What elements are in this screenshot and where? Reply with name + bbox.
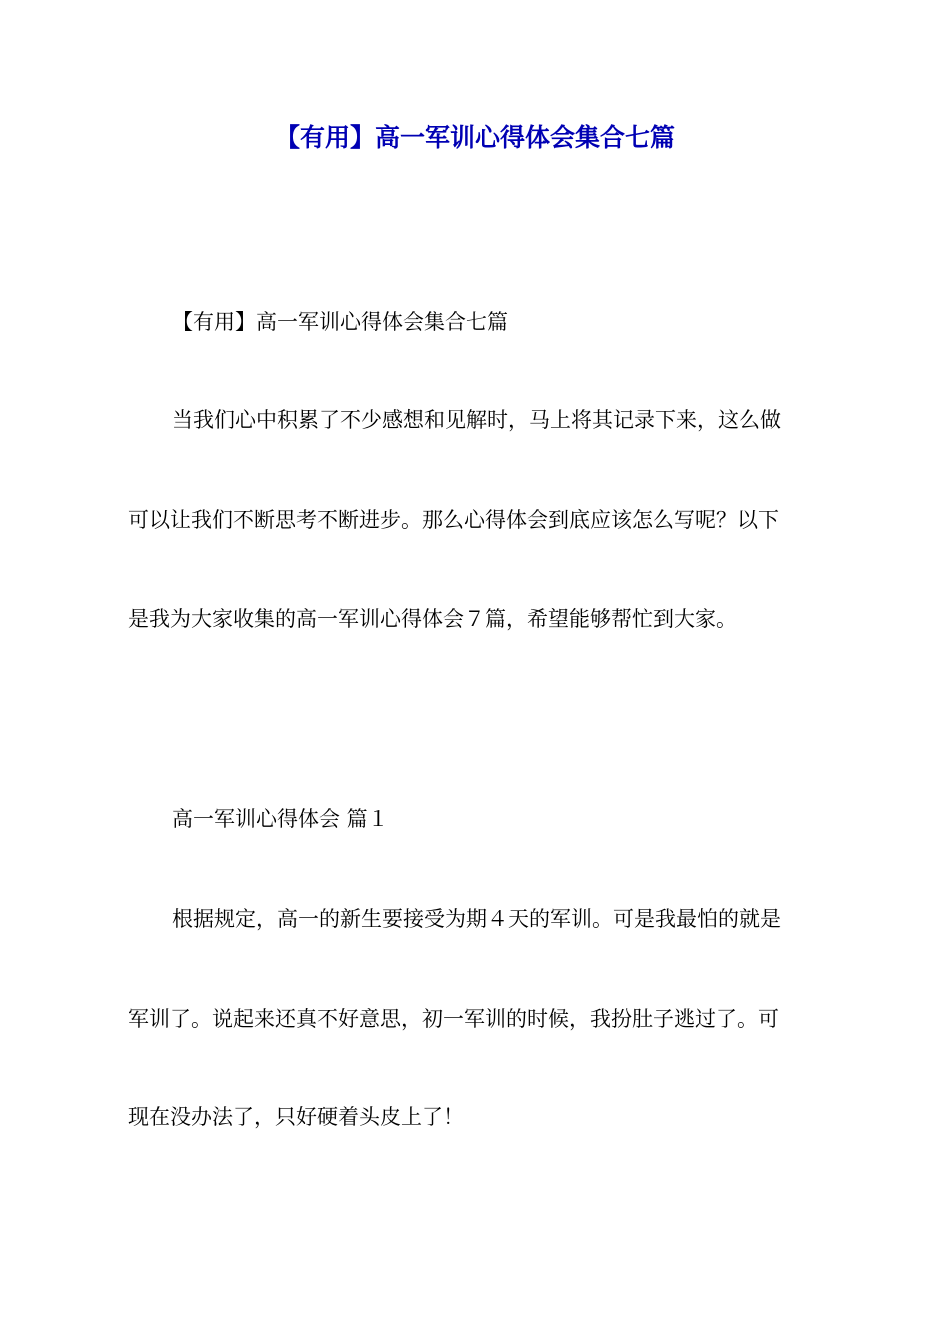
intro-line-1: 当我们心中积累了不少感想和见解时，马上将其记录下来，这么做 [172,408,781,432]
section-line-3: 现在没办法了，只好硬着头皮上了！ [128,1105,464,1129]
section-line-1: 根据规定，高一的新生要接受为期４天的军训。可是我最怕的就是 [172,907,781,931]
section-line-2: 军训了。说起来还真不好意思，初一军训的时候，我扮肚子逃过了。可 [128,1007,779,1031]
intro-line-3: 是我为大家收集的高一军训心得体会７篇，希望能够帮忙到大家。 [128,607,737,631]
intro-line-2: 可以让我们不断思考不断进步。那么心得体会到底应该怎么写呢？以下 [128,508,779,532]
page-title: 【有用】高一军训心得体会集合七篇 [274,123,675,152]
section-title: 高一军训心得体会 篇１ [172,807,389,831]
document-heading: 【有用】高一军训心得体会集合七篇 [172,310,508,334]
